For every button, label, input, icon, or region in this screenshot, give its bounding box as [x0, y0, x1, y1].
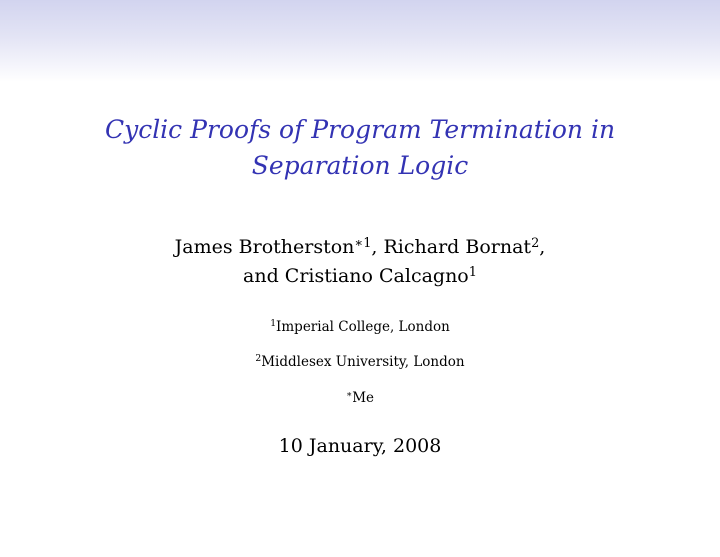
affiliation-text: Middlesex University, London	[261, 354, 465, 370]
affiliation-mark: 2	[255, 353, 262, 365]
title-line-2: Separation Logic	[251, 151, 469, 180]
affiliation-mark: ∗	[345, 389, 353, 401]
author-affiliation-mark: 1	[468, 264, 477, 280]
affiliation-imperial	[0, 318, 720, 336]
slide-title	[0, 112, 720, 184]
affiliation-me	[0, 389, 720, 407]
affiliation-text: Me	[352, 390, 375, 406]
author-affiliation-mark: 2	[531, 235, 540, 251]
author-name: Cristiano Calcagno	[284, 265, 469, 287]
author-list	[0, 233, 720, 291]
author-line-1	[0, 233, 720, 262]
author-separator: ,	[539, 236, 546, 258]
header-gradient-band	[0, 0, 720, 82]
author-affiliation-mark: ∗1	[354, 235, 372, 251]
title-line-1: Cyclic Proofs of Program Termination in	[104, 115, 616, 144]
affiliation-middlesex	[0, 353, 720, 371]
author-name: James Brotherston	[174, 236, 355, 258]
affiliation-mark: 1	[270, 318, 277, 330]
author-separator: ,	[371, 236, 384, 258]
affiliation-text: Imperial College, London	[276, 319, 450, 335]
presentation-date: 10 January, 2008	[278, 435, 442, 457]
author-conjunction: and	[243, 265, 285, 287]
author-name: Richard Bornat	[383, 236, 532, 258]
author-line-2	[0, 262, 720, 291]
